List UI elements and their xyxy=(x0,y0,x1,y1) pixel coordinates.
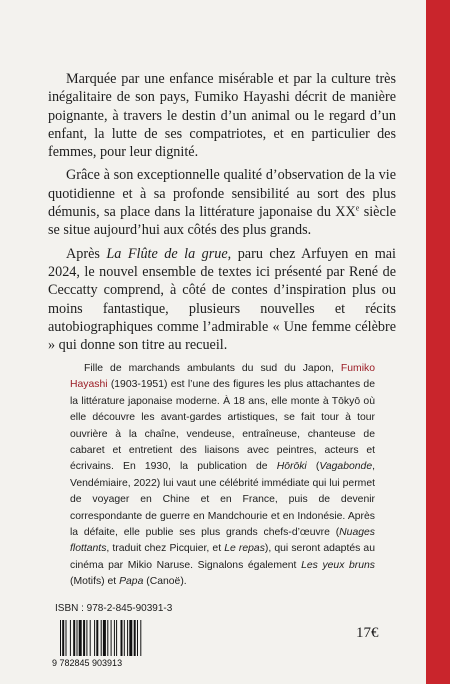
work-title: Le repas xyxy=(224,543,265,555)
author-name: Fumiko Hayashi xyxy=(70,363,375,391)
barcode-bar xyxy=(134,620,136,656)
bio-text: (1903-1951) est l’une des figures les plus attachantes de la littérature japonaise moderne. À 18 ans, elle monte à Tōkyō où elle découvre les avant-gardes artistiques, se fait tour à tour ouvrière à la chaîne, vendeuse, entraîneuse, chanteuse de cabaret et entretient des liaisons avec peintres, acteurs et écrivains. En 1930, la publication de xyxy=(70,379,375,473)
bio-text: , Vendémiaire, 2022) lui vaut une célébrité immédiate qui lui permet de voyager en Chine et en France, puis de devenir correspondante de guerre en Mandchourie et en Indonésie. Après la défaite, elle publie ses plus grands chefs-d’œuvre ( xyxy=(70,461,375,539)
barcode-bar xyxy=(86,620,87,656)
red-side-band xyxy=(426,0,450,684)
work-title: Papa xyxy=(119,576,144,588)
bio-text: (Motifs) et xyxy=(70,576,120,588)
book-title-italic: La Flûte de la grue xyxy=(106,245,228,262)
barcode-digits: 9 782845 903913 xyxy=(52,658,123,668)
barcode-bar xyxy=(101,620,102,656)
blurb-paragraph-3 xyxy=(48,245,396,355)
barcode-bar xyxy=(124,620,125,656)
barcode-bar xyxy=(111,620,112,656)
work-title: Nuages flottants xyxy=(70,527,375,555)
blurb-p2-text-a: Grâce à son exceptionnelle qualité d’observation de la vie quotidienne et à sa profonde sensibilité au sort des plus démunis, sa place dans la littérature japonaise du XX xyxy=(48,167,396,221)
barcode-bar xyxy=(103,620,106,656)
barcode-bar xyxy=(137,620,138,656)
blurb-p2-text-b: siècle se situe aujourd’hui aux côtés des plus grands. xyxy=(48,204,397,239)
barcode-bar xyxy=(79,620,82,656)
barcode-bar xyxy=(73,620,75,656)
barcode-bar xyxy=(83,620,85,656)
price-label: 17€ xyxy=(356,625,379,641)
barcode-graphic xyxy=(50,618,180,668)
barcode-bar xyxy=(96,620,98,656)
isbn-label: ISBN : 978-2-845-90391-3 xyxy=(55,603,173,614)
bio-text: ( xyxy=(306,461,320,473)
bio-text: Fille de marchands ambulants du sud du Japon, xyxy=(84,363,341,374)
barcode-bar xyxy=(94,620,95,656)
barcode-bar xyxy=(114,620,115,656)
barcode-bar xyxy=(90,620,91,656)
bio-text: ), qui seront adaptés au cinéma par Mikio Naruse. Signalons également xyxy=(70,543,375,571)
barcode-bar xyxy=(66,620,67,656)
barcode-bar xyxy=(107,620,108,656)
barcode xyxy=(50,618,180,668)
work-title: Vagabonde xyxy=(319,461,373,473)
work-title: Les yeux bruns xyxy=(301,559,376,571)
barcode-bar xyxy=(62,620,64,656)
barcode-bar xyxy=(60,620,61,656)
blurb-p3-text-a: Après xyxy=(66,245,107,262)
barcode-bar xyxy=(127,620,128,656)
bio-text: , traduit chez Picquier, et xyxy=(106,543,225,555)
bio-text: (Canoë). xyxy=(143,576,187,588)
bio-paragraph xyxy=(70,361,375,591)
barcode-bar xyxy=(140,620,141,656)
barcode-bar xyxy=(70,620,71,656)
author-biography xyxy=(70,361,375,591)
blurb-paragraph-1: Marquée par une enfance misérable et par la culture très inégalitaire de son pays, Fumiko Hayashi décrit de manière poignante, à travers le destin d’un animal ou le regard d’un enfant, la lutte de ses compatriotes, et en particulier des femmes, pour leur dignité. xyxy=(48,71,396,161)
blurb-paragraph-2 xyxy=(48,166,396,239)
barcode-bar xyxy=(121,620,123,656)
barcode-bar xyxy=(129,620,132,656)
century-superscript: e xyxy=(355,203,360,213)
barcode-bar xyxy=(116,620,117,656)
blurb-p3-text-b: , paru chez Arfuyen en mai 2024, le nouvel ensemble de textes ici présenté par René de Ceccatty comprend, à côté de contes d’inspiration plus ou moins fantastique, plusieurs nouvelles et récits autobiographiques comme l’admirable « Une femme célèbre » qui donne son titre au recueil. xyxy=(48,245,396,354)
work-title: Hōrōki xyxy=(276,461,307,473)
blurb-main-text xyxy=(48,70,396,359)
barcode-bar xyxy=(77,620,78,656)
